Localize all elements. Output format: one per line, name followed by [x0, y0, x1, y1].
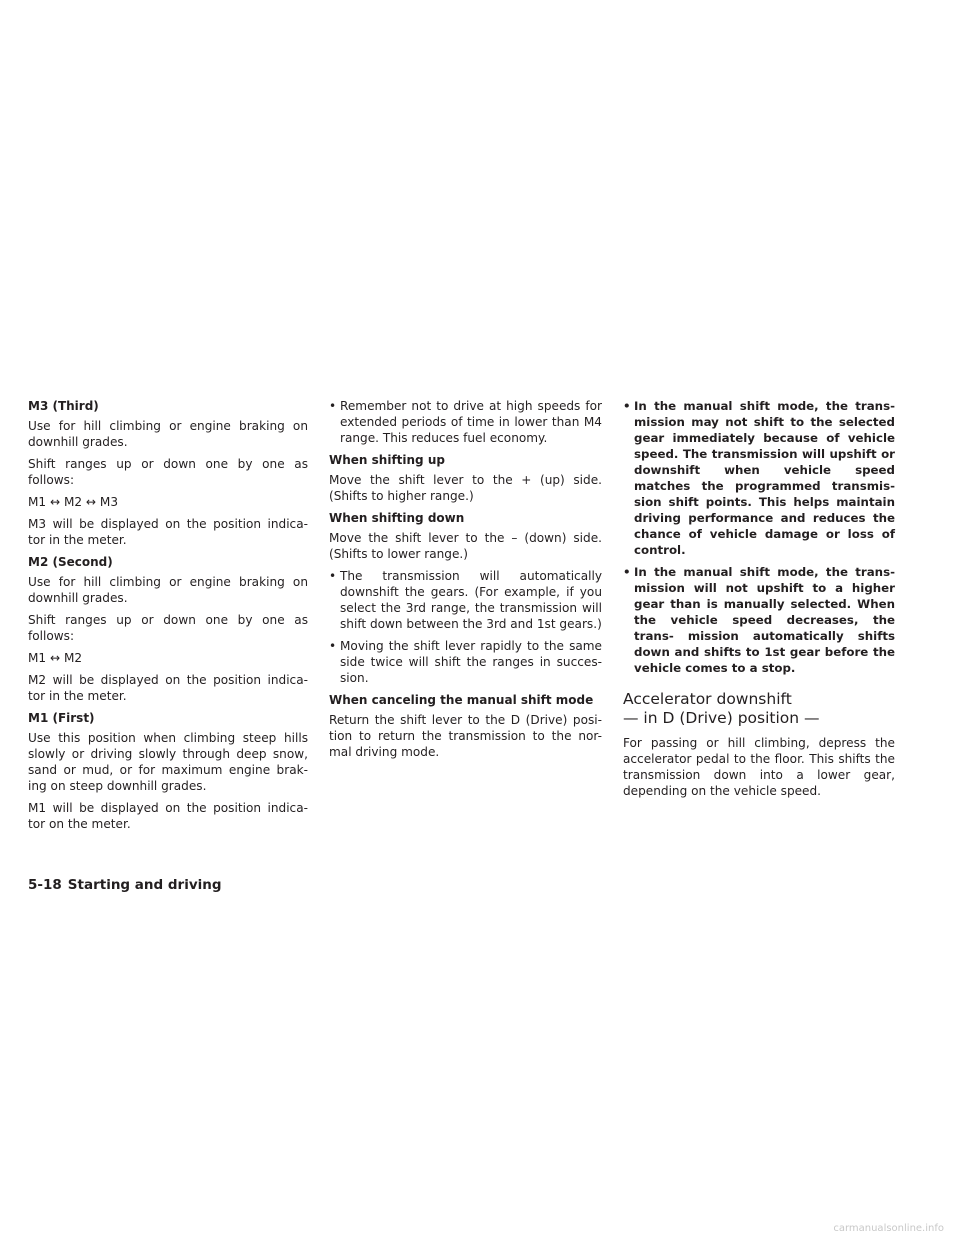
column-left — [28, 398, 308, 838]
shifting-up-paragraph: Move the shift lever to the + (up) side. (Shifts to higher range.) — [329, 473, 602, 503]
page-number: 5-18 — [28, 877, 62, 893]
accelerator-downshift-paragraph: For passing or hill climbing, depress the accelerator pedal to the floor. This shifts the transmission down into a lower gear, depending on the vehicle speed. — [623, 736, 895, 798]
m2-paragraph-3: M2 will be displayed on the position indica- tor in the meter. — [28, 673, 308, 703]
bullet-item: • Remember not to drive at high speeds for extended periods of time in lower than M4 range. This reduces fuel economy. — [329, 399, 602, 445]
section-title-line-2: — in D (Drive) position — — [623, 709, 820, 727]
bullet-icon: • — [623, 565, 631, 579]
bullet-icon: • — [623, 399, 631, 413]
heading-shifting-down: When shifting down — [329, 511, 465, 525]
m3-paragraph-3: M3 will be displayed on the position indica- tor in the meter. — [28, 517, 308, 547]
heading-shifting-up: When shifting up — [329, 453, 445, 467]
bullet-item: • The transmission will automatically downshift the gears. (For example, if you select the 3rd range, the transmission will shift down between the 3rd and 1st gears.) — [329, 569, 602, 631]
bullet-icon: • — [329, 639, 337, 653]
heading-m2: M2 (Second) — [28, 555, 113, 569]
bullet-icon: • — [329, 399, 337, 413]
m3-paragraph-2: Shift ranges up or down one by one as follows: — [28, 457, 308, 487]
m2-paragraph-2: Shift ranges up or down one by one as follows: — [28, 613, 308, 643]
section-name: Starting and driving — [67, 877, 222, 893]
warning-bullet-item: • In the manual shift mode, the trans- mission will not upshift to a higher gear than is manually selected. When the vehicle speed decreases, the trans- mission automatically shifts down and shifts to 1st gear before the vehicle comes to a stop. — [623, 565, 895, 675]
heading-canceling-manual-mode: When canceling the manual shift mode — [329, 693, 594, 707]
shifting-down-paragraph: Move the shift lever to the – (down) side. (Shifts to lower range.) — [329, 531, 602, 561]
bullet-icon: • — [329, 569, 337, 583]
m1-paragraph-1: Use this position when climbing steep hills slowly or driving slowly through deep snow, sand or mud, or for maximum engine brak- ing on steep downhill grades. — [28, 731, 308, 793]
warning-bullet-item: • In the manual shift mode, the trans- mission may not shift to the selected gear immediately because of vehicle speed. The transmission will upshift or downshift when vehicle speed matches the programmed transmis- sion shift points. This helps maintain driving performance and reduces the chance of vehicle damage or loss of control. — [623, 399, 895, 557]
column-middle — [329, 398, 602, 766]
watermark: carmanualsonline.info — [833, 1223, 944, 1234]
heading-m1: M1 (First) — [28, 711, 95, 725]
bullet-item: • Moving the shift lever rapidly to the same side twice will shift the ranges in succes- sion. — [329, 639, 602, 685]
m3-shift-sequence: M1 ↔ M2 ↔ M3 — [28, 495, 119, 509]
m2-shift-sequence: M1 ↔ M2 — [28, 651, 83, 665]
heading-m3: M3 (Third) — [28, 399, 99, 413]
canceling-paragraph: Return the shift lever to the D (Drive) posi- tion to return the transmission to the nor- mal driving mode. — [329, 713, 602, 759]
section-title-accelerator-downshift — [623, 690, 895, 728]
page-footer — [28, 875, 222, 895]
column-right — [623, 398, 895, 805]
m1-paragraph-2: M1 will be displayed on the position indica- tor on the meter. — [28, 801, 308, 831]
m3-paragraph-1: Use for hill climbing or engine braking on downhill grades. — [28, 419, 308, 449]
m2-paragraph-1: Use for hill climbing or engine braking on downhill grades. — [28, 575, 308, 605]
section-title-line-1: Accelerator downshift — [623, 690, 792, 708]
